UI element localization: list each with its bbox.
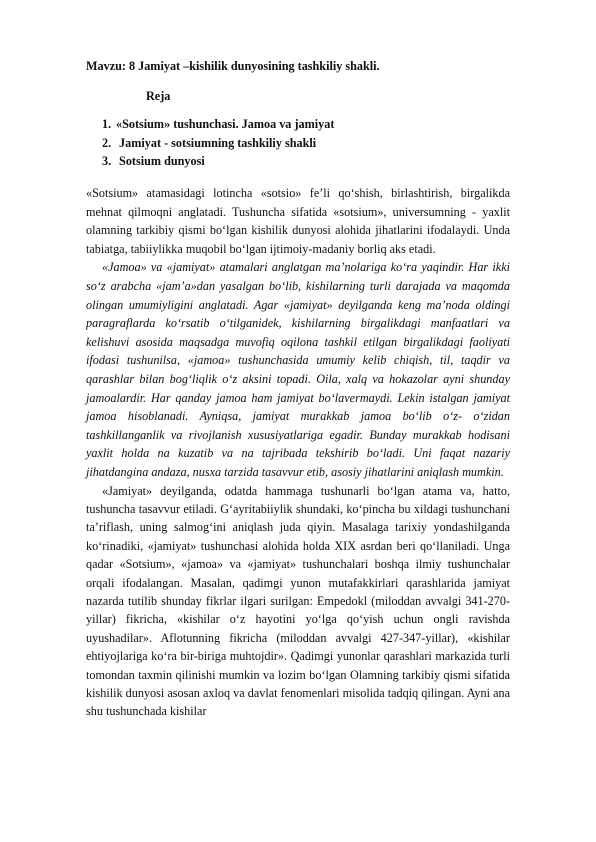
paragraph-2: «Jamoa» va «jamiyat» atamalari anglatgan ma’nolariga ko‘ra yaqindir. Har ikki so‘z arabcha «jam’a»dan yasalgan bo‘lib, kishilarning turli darajada va maqomda olingan umumiyligini anglatadi. Agar «jamiyat» deyilganda keng ma’noda oldingi paragraflarda ko‘rsatib o‘tilganidek, kishilarning birgalikdagi manfaatlari va kelishuvi asosida maqsadga muvofiq oqilona tashkil etilgan birgalikdagi faoliyati ifodasi tushunilsa, «jamoa» tushunchasida umumiy kelib chiqish, til, taqdir va qarashlar bilan bog‘liqlik o‘z aksini topadi. Oila, xalq va hokazolar ayni shunday jamoalardir. Har qanday jamoa ham jamiyat bo‘lavermaydi. Lekin istalgan jamiyat jamoa hisoblanadi. Ayniqsa, jamiyat murakkab jamoa bo‘lib o‘z- o‘zidan tashkillanganlik va rivojlanish xususiyatlariga egadir. Bunday murakkab hodisani yaxlit holda na kuzatib va na tajribada tekshirib bo‘ladi. Uni faqat nazariy jihatdangina andaza, nusxa tarzida tasavvur etib, asosiy jihatlarini aniqlash mumkin. (86, 260, 510, 479)
plan-item-text: Sotsium dunyosi (119, 154, 205, 168)
plan-item (102, 134, 334, 153)
page-title: Mavzu: 8 Jamiyat –kishilik dunyosining tashkiliy shakli. (86, 59, 380, 73)
paragraph-3: «Jamiyat» deyilganda, odatda hammaga tushunarli bo‘lgan atama va, hatto, tushuncha tasavvur etiladi. G‘ayritabiiylik shundaki, ko‘pincha bu xildagi tushunchani ta’riflash, uning salmog‘ini aniqlash juda qiyin. Masalaga tarixiy yondashilganda ko‘rinadiki, «jamiyat» tushunchasi alohida holda XIX asrdan beri qo‘llaniladi. Unga qadar «Sotsium», «jamoa» va «jamiyat» tushunchalari boshqa ilmiy tushunchalar orqali ifodalangan. Masalan, qadimgi yunon mutafakkirlari qarashlarida jamiyat nazarda tutilib shunday fikrlar ilgari surilgan: Empedokl (miloddan avvalgi 341-270-yillar) fikricha, «kishilar o‘z hayotini yo‘lga qo‘yish uchun ongli ravishda uyushadilar». Aflotunning fikricha (miloddan avvalgi 427-347-yillar), «kishilar ehtiyojlariga ko‘ra bir-biriga muhtojdir». Qadimgi yunonlar qarashlari markazida turli tomondan taxmin qilinishi mumkin va lozim bo‘lgan Olamning tarkibiy qismi sifatida kishilik dunyosi asosan axloq va davlat fenomenlari misolida tadqiq qilingan. Ayni ana shu tushunchada kishilar (86, 483, 510, 719)
plan-list (102, 115, 334, 171)
document-body (86, 184, 510, 721)
plan-item-number: 1. (102, 117, 112, 131)
plan-item-text: «Sotsium» tushunchasi. Jamoa va jamiyat (116, 117, 335, 131)
plan-item-number: 3. (102, 154, 112, 168)
plan-item-text: Jamiyat - sotsiumning tashkiliy shakli (119, 135, 317, 150)
plan-heading: Reja (146, 89, 171, 103)
plan-item (102, 115, 334, 134)
paragraph-1: «Sotsium» atamasidagi lotincha «sotsio» fe’li qo‘shish, birlashtirish, birgalikda mehnat qilmoqni anglatadi. Tushuncha sifatida «sotsium», universumning - yaxlit olamning tarkibiy qismi bo‘lgan kishilik dunyosi alohida jihatlarini ifodalaydi. Unda tabiatga, tabiiylikka muqobil bo‘lgan ijtimoiy-madaniy borliq aks etadi. (86, 186, 510, 256)
plan-item-number: 2. (102, 135, 112, 150)
plan-item (102, 152, 334, 171)
